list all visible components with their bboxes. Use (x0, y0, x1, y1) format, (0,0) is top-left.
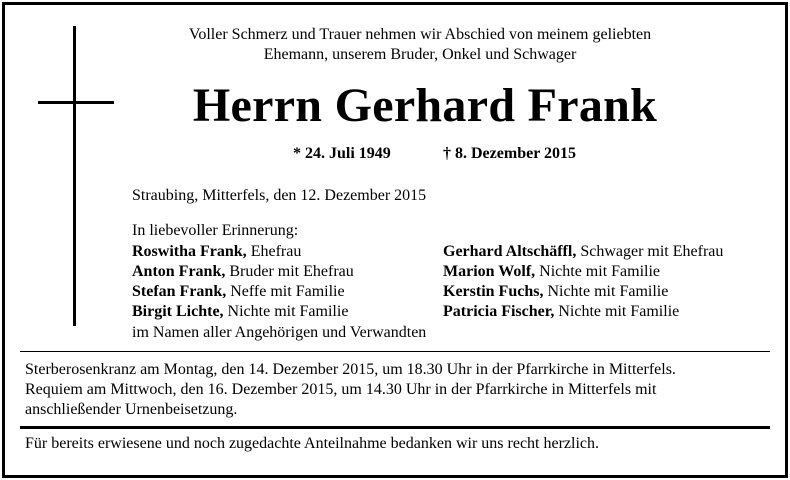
mourner-relation: Nichte mit Familie (543, 283, 669, 300)
service-info (25, 360, 770, 420)
birth-date: * 24. Juli 1949 (293, 145, 391, 162)
service-line-2: Requiem am Mittwoch, den 16. Dezember 2015, um 14.30 Uhr in der Pfarrkirche in Mitterfels mit (25, 381, 657, 398)
mourner-relation: Neffe mit Familie (226, 283, 345, 300)
place-date: Straubing, Mitterfels, den 12. Dezember 2015 (132, 187, 427, 204)
mourner-relation: Nichte mit Familie (554, 303, 680, 320)
mourners-right-column (443, 242, 723, 322)
mourner-entry (443, 262, 723, 282)
mourner-entry (443, 302, 723, 322)
mourner-name: Gerhard Altschäffl, (443, 243, 577, 260)
mourner-name: Roswitha Frank, (132, 243, 247, 260)
mourner-name: Birgit Lichte, (132, 303, 224, 320)
divider-thick (20, 426, 770, 429)
deceased-name: Herrn Gerhard Frank (192, 79, 658, 132)
thanks-text: Für bereits erwiesene und noch zugedachte Anteilnahme bedanken wir uns recht herzlich. (25, 435, 600, 452)
mourner-relation: Nichte mit Familie (535, 263, 661, 280)
cross-icon-vertical (73, 26, 76, 326)
mourner-name: Anton Frank, (132, 263, 226, 280)
mourner-name: Kerstin Fuchs, (443, 283, 544, 300)
mourner-entry (132, 242, 354, 262)
divider (20, 351, 770, 352)
mourner-name: Stefan Frank, (132, 283, 227, 300)
death-date: † 8. Dezember 2015 (443, 145, 576, 162)
mourner-entry (443, 282, 723, 302)
mourner-name: Marion Wolf, (443, 263, 536, 280)
service-line-1: Sterberosenkranz am Montag, den 14. Dezember 2015, um 18.30 Uhr in der Pfarrkirche in Mitterfels. (25, 361, 676, 378)
intro-line-1: Voller Schmerz und Trauer nehmen wir Abschied von meinem geliebten (188, 26, 652, 43)
memory-heading: In liebevoller Erinnerung: (132, 222, 299, 239)
family-note: im Namen aller Angehörigen und Verwandten (132, 324, 427, 341)
mourners-left-column (132, 242, 354, 322)
mourner-relation: Ehefrau (246, 243, 302, 260)
mourner-relation: Schwager mit Ehefrau (576, 243, 724, 260)
mourner-entry (132, 262, 354, 282)
mourner-name: Patricia Fischer, (443, 303, 555, 320)
mourner-entry (443, 242, 723, 262)
service-line-3: anschließender Urnenbeisetzung. (25, 401, 238, 418)
cross-icon-horizontal (38, 101, 114, 104)
mourner-relation: Bruder mit Ehefrau (225, 263, 354, 280)
intro-line-2: Ehemann, unserem Bruder, Onkel und Schwager (263, 46, 577, 63)
mourner-entry (132, 282, 354, 302)
mourner-relation: Nichte mit Familie (223, 303, 349, 320)
mourner-entry (132, 302, 354, 322)
